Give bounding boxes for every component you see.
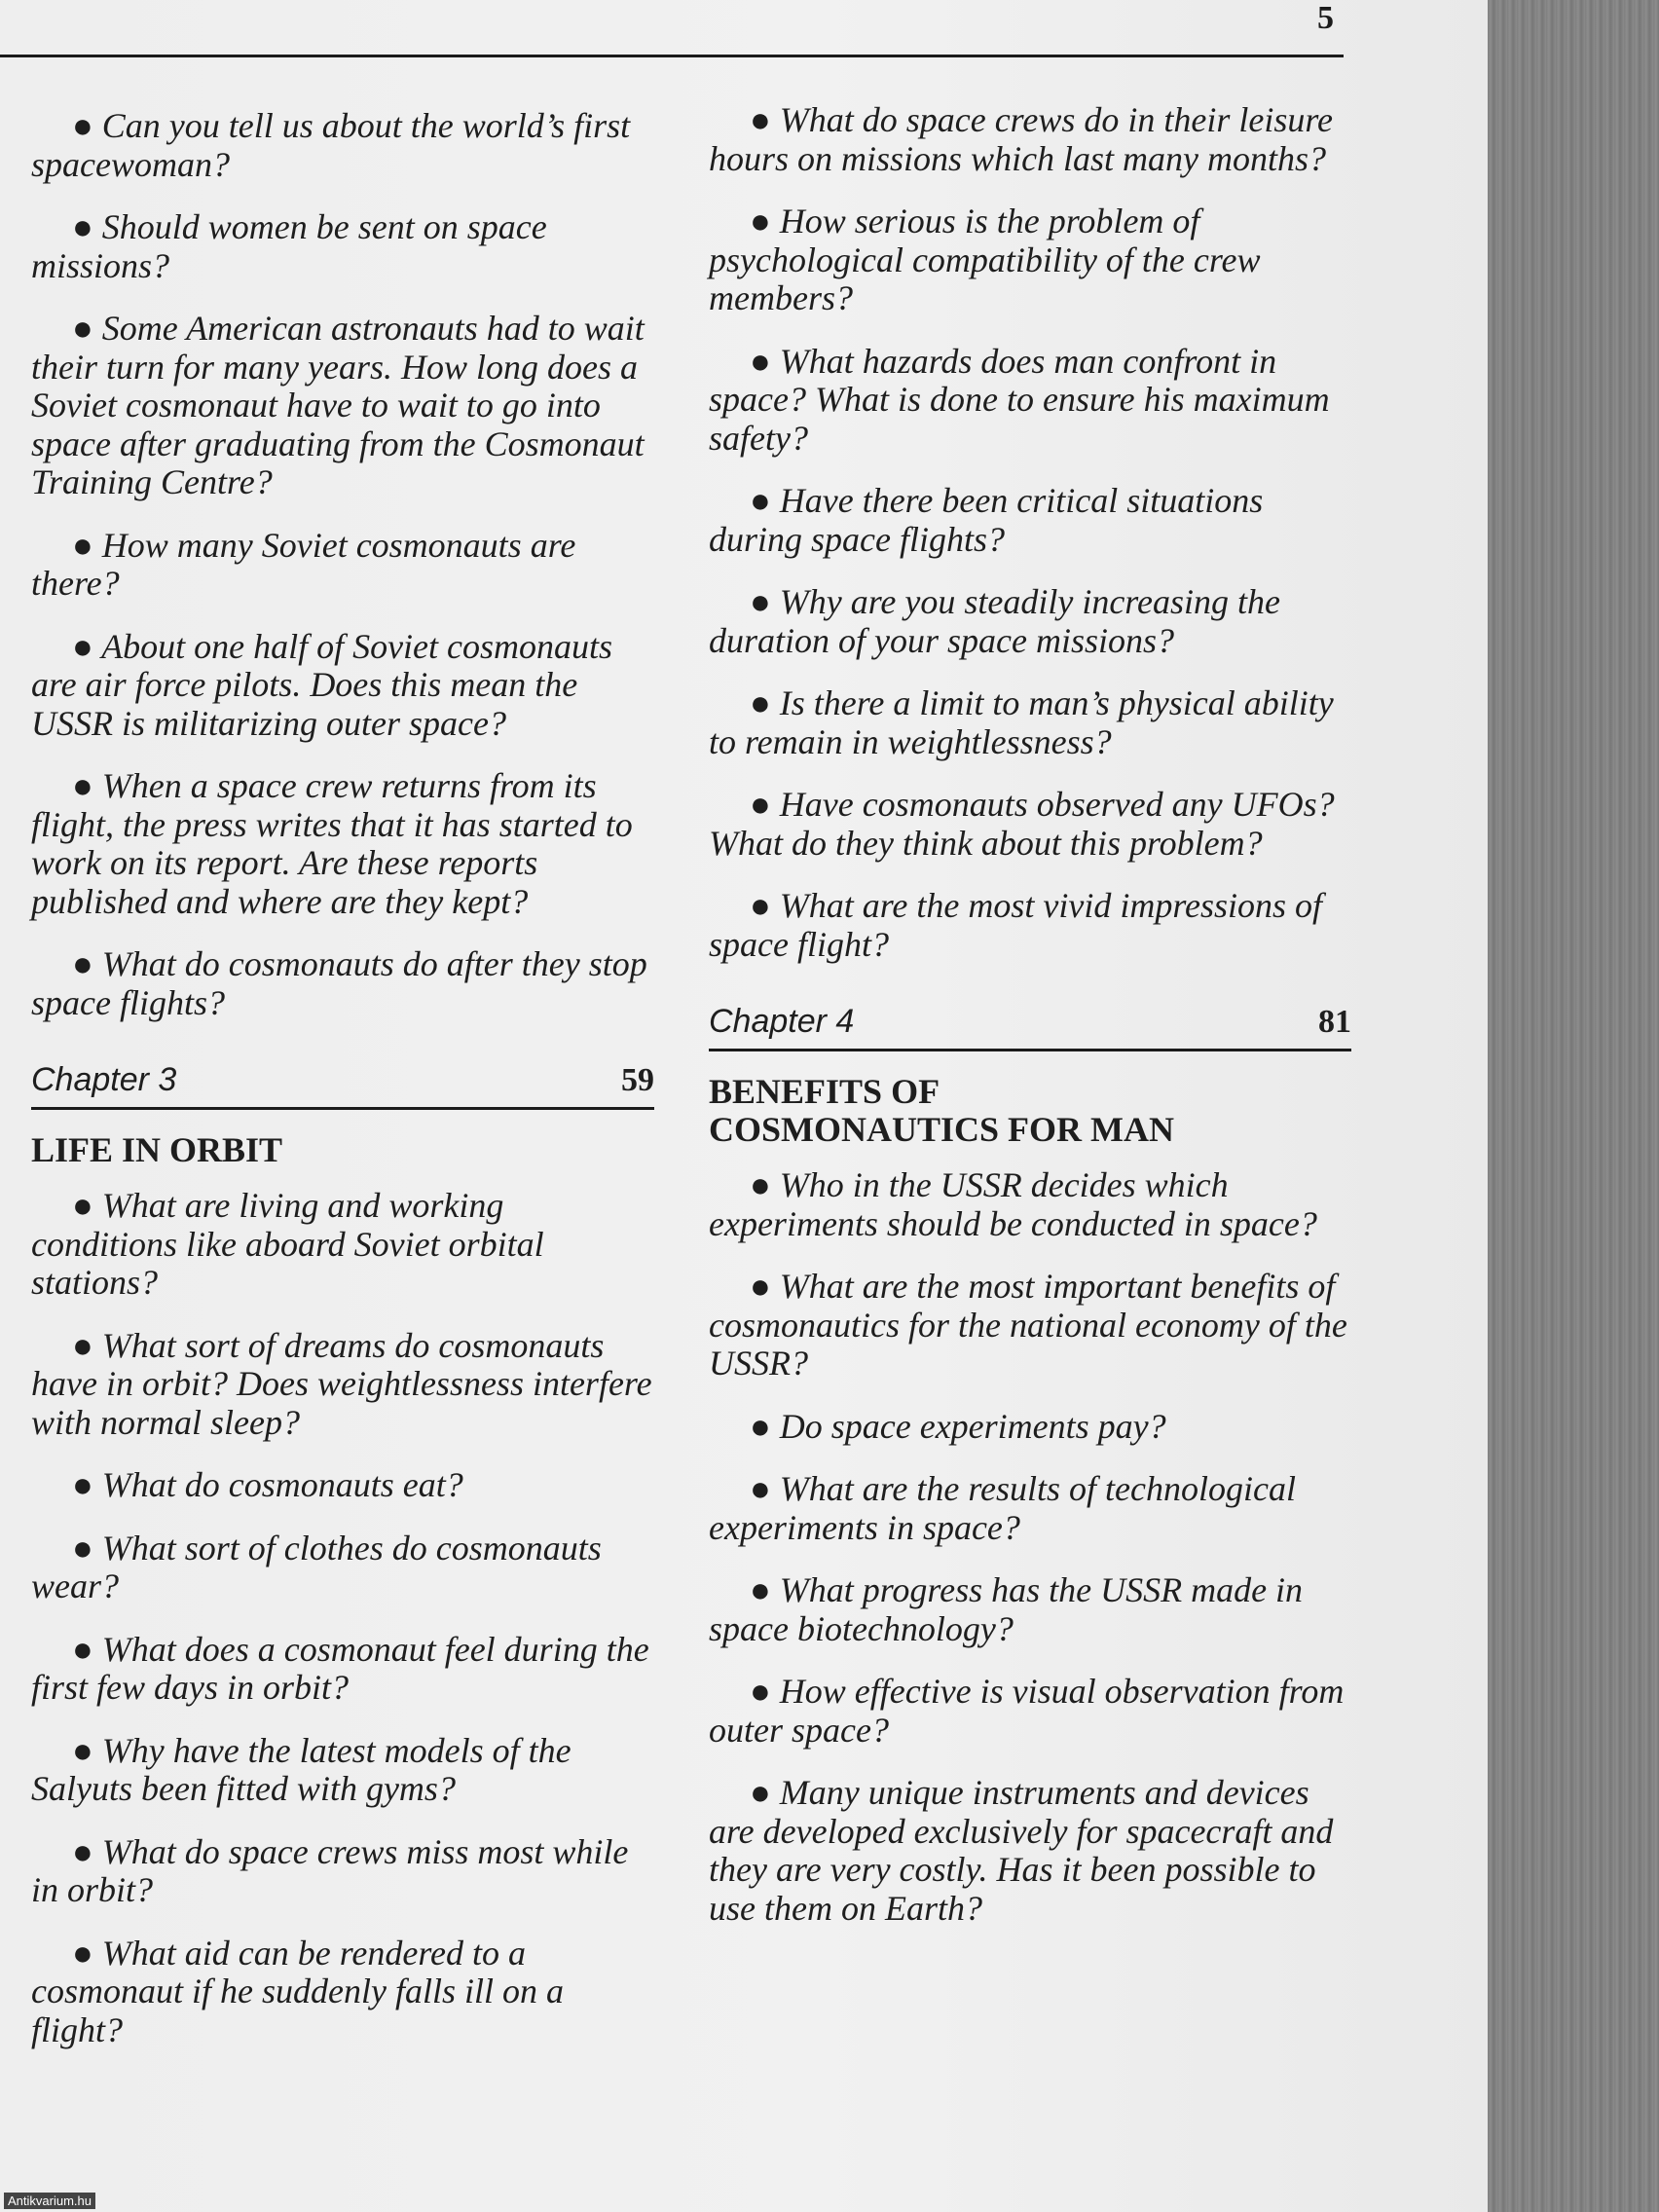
question-item: ● Do space experiments pay? <box>750 1406 1166 1446</box>
question-item: ● What sort of dreams do cosmonauts have in orbit? Does weightlessness interfere with normal sleep? <box>31 1325 652 1442</box>
header-rule <box>0 55 1344 57</box>
chapter-heading <box>709 1003 1351 1051</box>
question-item: ● How serious is the problem of psychological compatibility of the crew members? <box>709 202 1261 317</box>
page-edge-stack <box>1488 0 1659 2212</box>
question-item: ● Why have the latest models of the Salyuts been fitted with gyms? <box>31 1730 571 1808</box>
question-item: ● Have cosmonauts observed any UFOs? What do they think about this problem? <box>709 785 1335 863</box>
question-item: ● Some American astronauts had to wait their turn for many years. How long does a Soviet cosmonaut have to wait to go into space after graduating from the Cosmonaut Training Centre? <box>31 309 645 501</box>
question-item: ● What hazards does man confront in space? What is done to ensure his maximum safety? <box>709 341 1330 458</box>
question-item: ● What does a cosmonaut feel during the first few days in orbit? <box>31 1629 649 1707</box>
question-item: ● Why are you steadily increasing the duration of your space missions? <box>709 582 1280 660</box>
question-item: ● What are living and working conditions like aboard Soviet orbital stations? <box>31 1186 544 1302</box>
question-item: ● Can you tell us about the world’s first spacewoman? <box>31 106 631 184</box>
right-column <box>709 101 1351 1952</box>
question-item: ● When a space crew returns from its flight, the press writes that it has started to work on its report. Are these reports published and where are they kept? <box>31 766 633 921</box>
chapter-page: 59 <box>621 1062 654 1098</box>
question-item: ● What are the most vivid impressions of space flight? <box>709 886 1323 964</box>
question-item: ● Have there been critical situations during space flights? <box>709 481 1264 559</box>
question-item: ● What sort of clothes do cosmonauts wear? <box>31 1528 602 1605</box>
question-item: ● What do space crews do in their leisure hours on missions which last many months? <box>709 100 1333 178</box>
question-item: ● What do space crews miss most while in orbit? <box>31 1831 629 1909</box>
question-item: ● How effective is visual observation from outer space? <box>709 1672 1345 1750</box>
question-item: ● Is there a limit to man’s physical ability to remain in weightlessness? <box>709 683 1334 761</box>
chapter-title-line: COSMONAUTICS FOR MAN <box>709 1110 1175 1149</box>
page-number: 5 <box>1317 0 1334 36</box>
left-column <box>31 107 654 2074</box>
question-item: ● Should women be sent on space missions? <box>31 207 547 285</box>
question-item: ● What do cosmonauts eat? <box>72 1465 463 1504</box>
chapter-label: Chapter 4 <box>709 1003 855 1040</box>
question-item: ● What are the most important benefits of cosmonautics for the national economy of the USSR? <box>709 1267 1347 1382</box>
question-item: ● Many unique instruments and devices are developed exclusively for spacecraft and they are very costly. Has it been possible to use them on Earth? <box>709 1773 1334 1928</box>
chapter-heading <box>31 1061 654 1110</box>
question-item: ● About one half of Soviet cosmonauts are air force pilots. Does this mean the USSR is militarizing outer space? <box>31 626 613 743</box>
question-item: ● How many Soviet cosmonauts are there? <box>31 525 576 603</box>
question-item: ● What are the results of technological experiments in space? <box>709 1469 1296 1547</box>
question-item: ● Who in the USSR decides which experiments should be conducted in space? <box>709 1165 1317 1243</box>
chapter-title-line: BENEFITS OF <box>709 1072 940 1111</box>
chapter-label: Chapter 3 <box>31 1061 177 1098</box>
question-item: ● What aid can be rendered to a cosmonaut if he suddenly falls ill on a flight? <box>31 1933 564 2049</box>
chapter-page: 81 <box>1318 1004 1351 1040</box>
chapter-title <box>709 1073 1351 1149</box>
question-item: ● What progress has the USSR made in space biotechnology? <box>709 1570 1304 1648</box>
question-item: ● What do cosmonauts do after they stop space flights? <box>31 944 647 1022</box>
chapter-title: LIFE IN ORBIT <box>31 1130 283 1169</box>
watermark: Antikvarium.hu <box>4 2193 95 2209</box>
